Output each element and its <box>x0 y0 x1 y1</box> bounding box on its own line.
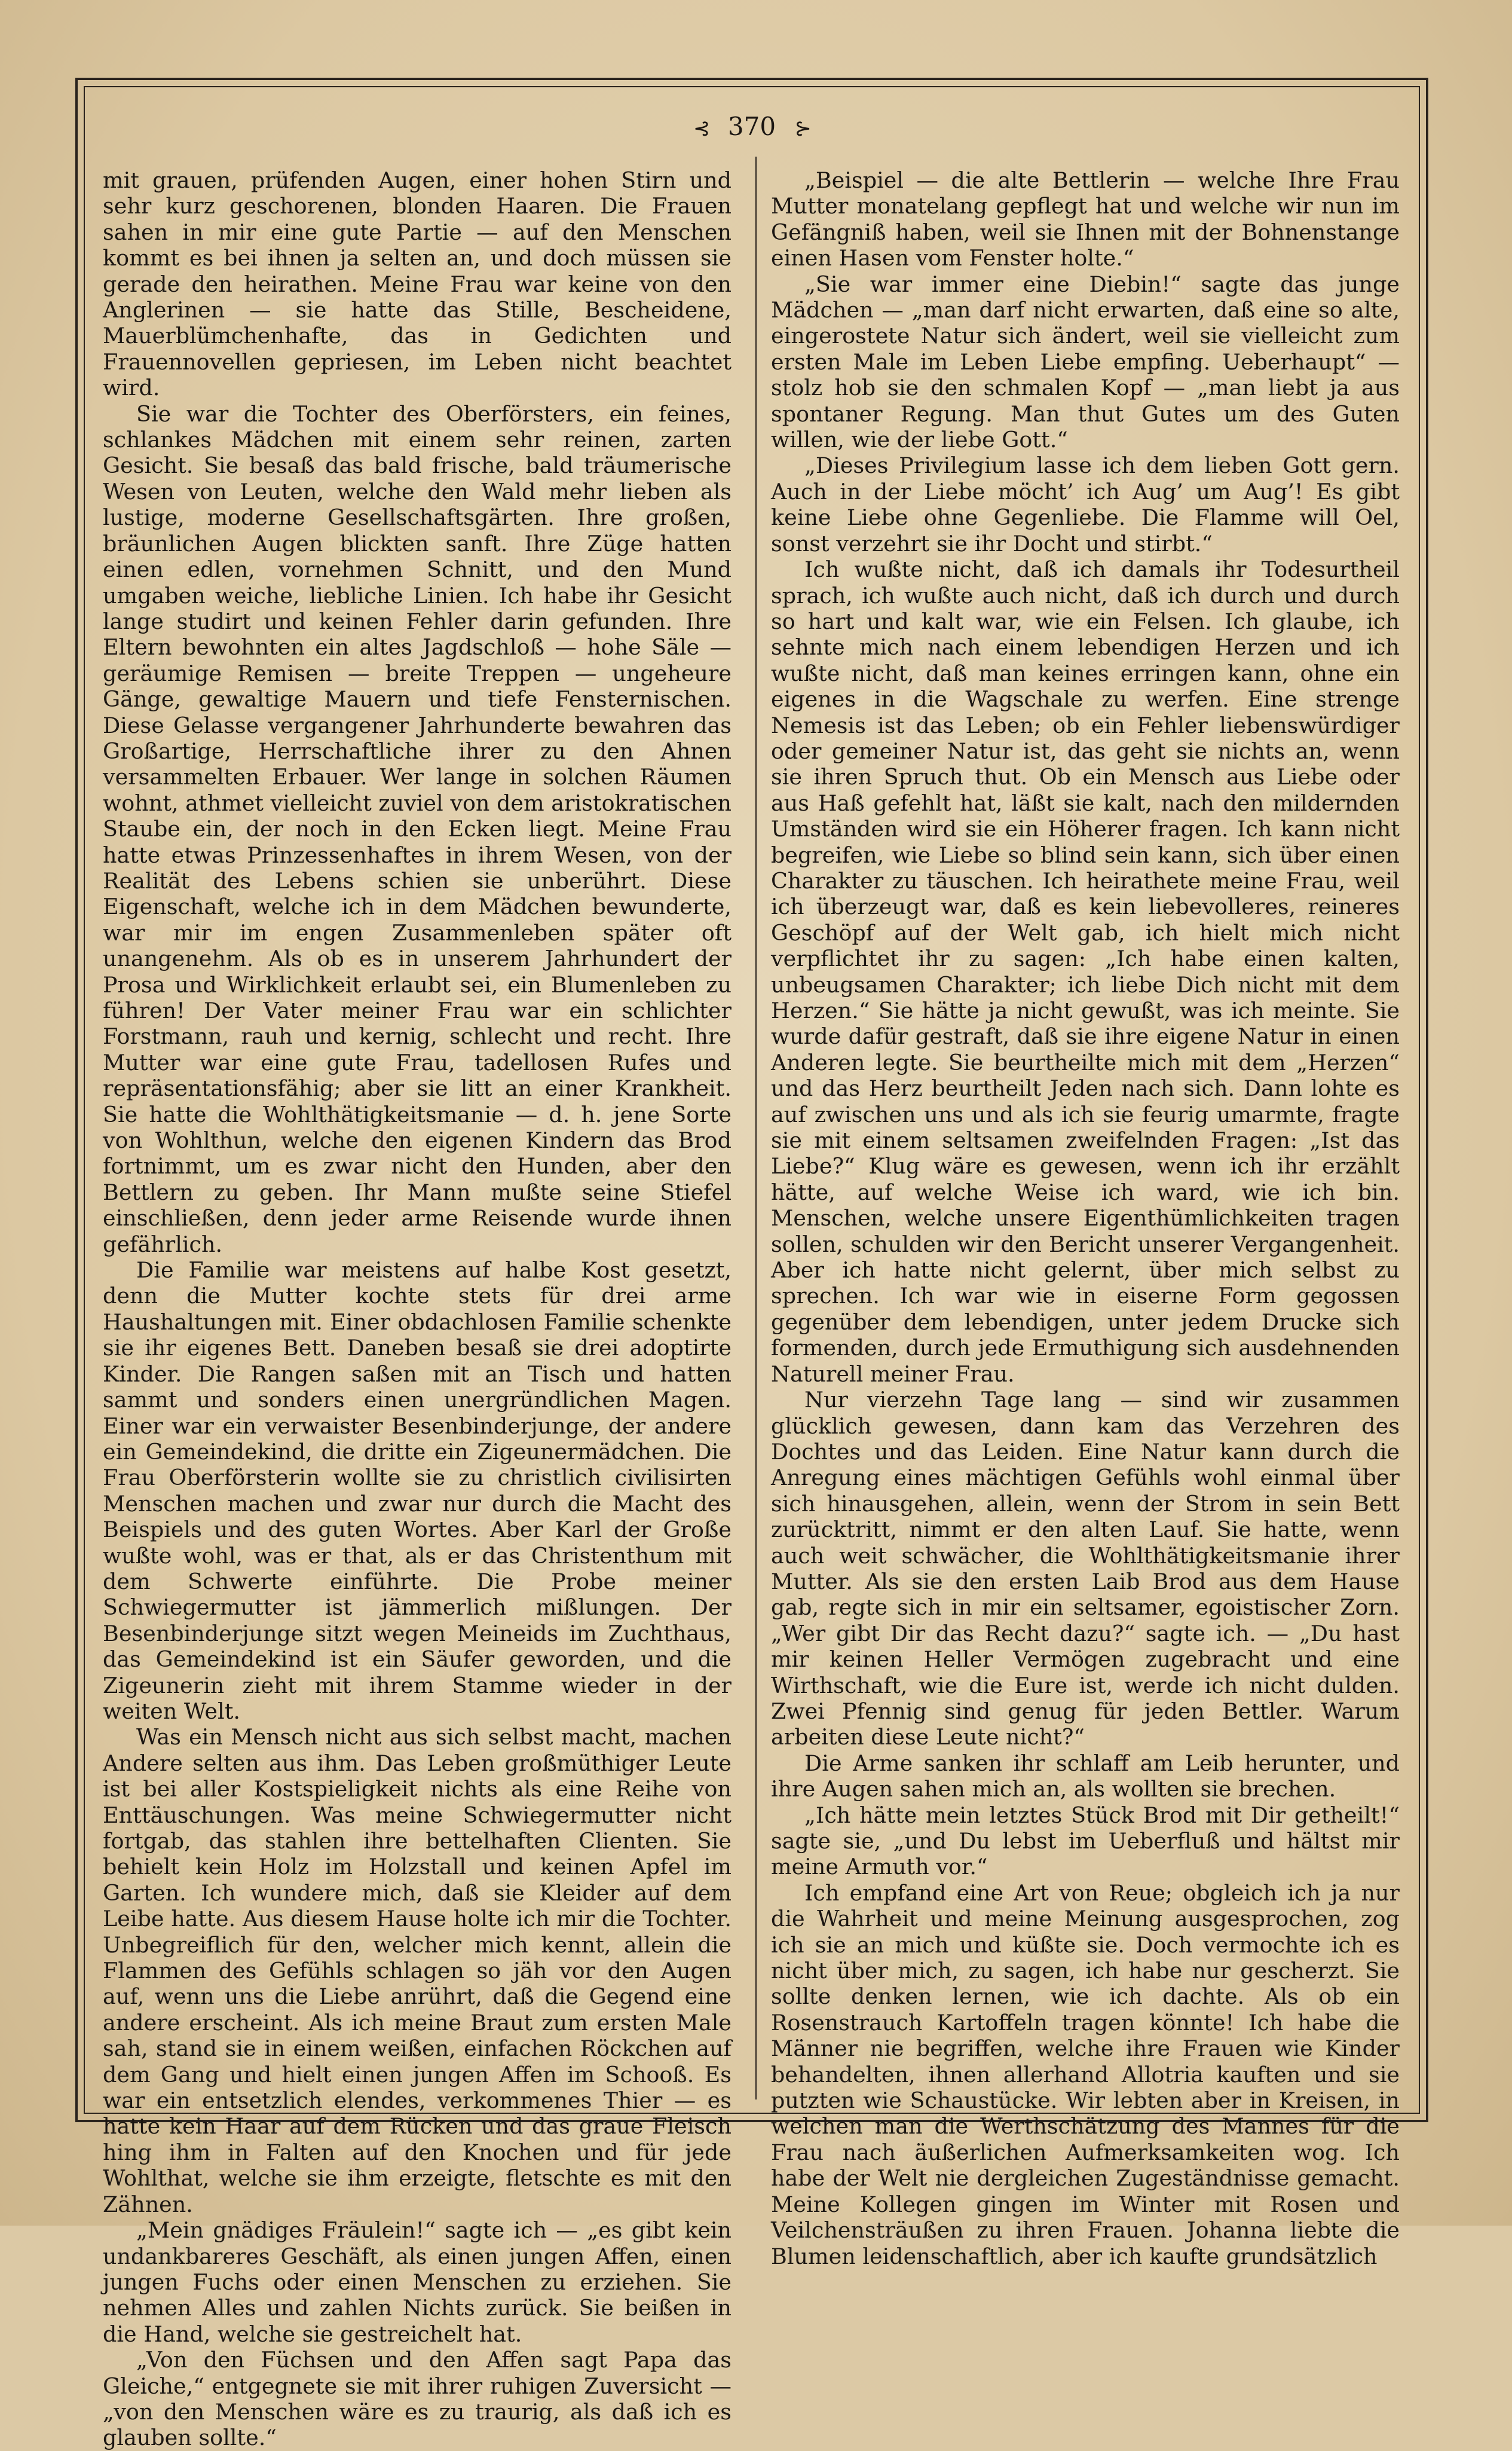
paragraph: „Sie war immer eine Diebin!“ sagte das junge Mädchen — „man darf nicht erwarten, daß eine so alte, eingerostete Natur sich ändert, weil sie vielleicht zum ersten Male im Leben Liebe empfing. Ueberhaupt“ — stolz hob sie den schmalen Kopf — „man liebt ja aus spontaner Regung. Man thut Gutes um des Guten willen, wie der liebe Gott.“ <box>771 271 1400 453</box>
paragraph: „Dieses Privilegium lasse ich dem lieben Gott gern. Auch in der Liebe möcht’ ich Aug’ um Aug’! Es gibt keine Liebe ohne Gegenliebe. Die Flamme will Oel, sonst verzehrt sie ihr Docht und stirbt.“ <box>771 453 1400 557</box>
paragraph: Die Familie war meistens auf halbe Kost gesetzt, denn die Mutter kochte stets für drei arme Haushaltungen mit. Einer obdachlosen Familie schenkte sie ihr eigenes Bett. Daneben besaß sie drei adoptirte Kinder. Die Rangen saßen mit an Tisch und hatten sammt und sonders einen unergründlichen Magen. Einer war ein verwaister Besenbinderjunge, der andere ein Gemeindekind, die dritte ein Zigeunermädchen. Die Frau Oberförsterin wollte sie zu christlich civilisirten Menschen machen und zwar nur durch die Macht des Beispiels und des guten Wortes. Aber Karl der Große wußte wohl, was er that, als er das Christenthum mit dem Schwerte einführte. Die Probe meiner Schwiegermutter ist jämmerlich mißlungen. Der Besenbinderjunge sitzt wegen Meineids im Zuchthaus, das Gemeindekind ist ein Säufer geworden, und die Zigeunerin zieht mit ihrem Stamme wieder in der weiten Welt. <box>103 1257 731 1724</box>
paragraph: „Ich hätte mein letztes Stück Brod mit Dir getheilt!“ sagte sie, „und Du lebst im Ueberfluß und hältst mir meine Armuth vor.“ <box>771 1802 1400 1880</box>
header-ornament-right: ⊱ <box>794 117 810 140</box>
paragraph: Nur vierzehn Tage lang — sind wir zusammen glücklich gewesen, dann kam das Verzehren des Dochtes und das Leiden. Eine Natur kann durch die Anregung eines mächtigen Gefühls wohl einmal über sich hinausgehen, allein, wenn der Strom in sein Bett zurücktritt, nimmt er den alten Lauf. Sie hatte, wenn auch weit schwächer, die Wohlthätigkeitsmanie ihrer Mutter. Als sie den ersten Laib Brod aus dem Hause gab, regte sich in mir ein seltsamer, egoistischer Zorn. „Wer gibt Dir das Recht dazu?“ sagte ich. — „Du hast mir keinen Heller Vermögen zugebracht und eine Wirthschaft, wie die Eure ist, werde ich nicht dulden. Zwei Pfennig sind genug für jeden Bettler. Warum arbeiten diese Leute nicht?“ <box>771 1387 1400 1750</box>
paragraph: Sie war die Tochter des Oberförsters, ein feines, schlankes Mädchen mit einem sehr reinen, zarten Gesicht. Sie besaß das bald frische, bald träumerische Wesen von Leuten, welche den Wald mehr lieben als lustige, moderne Gesellschaftsgärten. Ihre großen, bräunlichen Augen blickten sanft. Ihre Züge hatten einen edlen, vornehmen Schnitt, und den Mund umgaben weiche, liebliche Linien. Ich habe ihr Gesicht lange studirt und keinen Fehler darin gefunden. Ihre Eltern bewohnten ein altes Jagdschloß — hohe Säle — geräumige Remisen — breite Treppen — ungeheure Gänge, gewaltige Mauern und tiefe Fensternischen. Diese Gelasse vergangener Jahrhunderte bewahren das Großartige, Herrschaftliche ihrer zu den Ahnen versammelten Erbauer. Wer lange in solchen Räumen wohnt, athmet vielleicht zuviel von dem aristokratischen Staube ein, der noch in den Ecken liegt. Meine Frau hatte etwas Prinzessenhaftes in ihrem Wesen, von der Realität des Lebens schien sie unberührt. Diese Eigenschaft, welche ich in dem Mädchen bewunderte, war mir im engen Zusammenleben später oft unangenehm. Als ob es in unserem Jahrhundert der Prosa und Wirklichkeit erlaubt sei, ein Blumenleben zu führen! Der Vater meiner Frau war ein schlichter Forstmann, rauh und kernig, schlecht und recht. Ihre Mutter war eine gute Frau, tadellosen Rufes und repräsentationsfähig; aber sie litt an einer Krankheit. Sie hatte die Wohlthätigkeitsmanie — d. h. jene Sorte von Wohlthun, welche den eigenen Kindern das Brod fortnimmt, um es zwar nicht den Hunden, aber den Bettlern zu geben. Ihr Mann mußte seine Stiefel einschließen, denn jeder arme Reisende wurde ihnen gefährlich. <box>103 401 731 1257</box>
column-divider <box>755 157 757 2099</box>
left-column <box>103 167 731 2451</box>
paragraph: „Mein gnädiges Fräulein!“ sagte ich — „es gibt kein undankbareres Geschäft, als einen jungen Affen, einen jungen Fuchs oder einen Menschen zu erziehen. Sie nehmen Alles und zahlen Nichts zurück. Sie beißen in die Hand, welche sie gestreichelt hat. <box>103 2217 731 2347</box>
paragraph: „Von den Füchsen und den Affen sagt Papa das Gleiche,“ entgegnete sie mit ihrer ruhigen Zuversicht — „von den Menschen wäre es zu traurig, als daß ich es glauben sollte.“ <box>103 2347 731 2451</box>
paragraph: mit grauen, prüfenden Augen, einer hohen Stirn und sehr kurz geschorenen, blonden Haaren. Die Frauen sahen in mir eine gute Partie — auf den Menschen kommt es bei ihnen ja selten an, und doch müssen sie gerade den heirathen. Meine Frau war keine von den Anglerinen — sie hatte das Stille, Bescheidene, Mauerblümchenhafte, das in Gedichten und Frauennovellen gepriesen, im Leben nicht beachtet wird. <box>103 167 731 401</box>
paragraph: Was ein Mensch nicht aus sich selbst macht, machen Andere selten aus ihm. Das Leben großmüthiger Leute ist bei aller Kostspieligkeit nichts als eine Reihe von Enttäuschungen. Was meine Schwiegermutter nicht fortgab, das stahlen ihre bettelhaften Clienten. Sie behielt kein Holz im Holzstall und keinen Apfel im Garten. Ich wundere mich, daß sie Kleider auf dem Leibe hatte. Aus diesem Hause holte ich mir die Tochter. Unbegreiflich für den, welcher mich kennt, allein die Flammen des Gefühls schlagen so jäh vor den Augen auf, wenn uns die Liebe anrührt, daß die Gegend eine andere erscheint. Als ich meine Braut zum ersten Male sah, stand sie in einem weißen, einfachen Röckchen auf dem Gang und hielt einen jungen Affen im Schooß. Es war ein entsetzlich elendes, verkommenes Thier — es hatte kein Haar auf dem Rücken und das graue Fleisch hing ihm in Falten auf den Knochen und für jede Wohlthat, welche sie ihm erzeigte, fletschte es mit den Zähnen. <box>103 1724 731 2217</box>
page-header <box>84 103 1420 151</box>
paragraph: Die Arme sanken ihr schlaff am Leib herunter, und ihre Augen sahen mich an, als wollten sie brechen. <box>771 1750 1400 1802</box>
page-number: 370 <box>727 112 776 141</box>
header-ornament-left: ⊰ <box>693 117 709 140</box>
paragraph: Ich empfand eine Art von Reue; obgleich ich ja nur die Wahrheit und meine Meinung ausgesprochen, zog ich sie an mich und küßte sie. Doch vermochte ich es nicht über mich, zu sagen, ich habe nur gescherzt. Sie sollte denken lernen, wie ich dachte. Als ob ein Rosenstrauch Kartoffeln tragen könnte! Ich habe die Männer nie begriffen, welche ihre Frauen wie Kinder behandelten, ihnen allerhand Allotria kauften und sie putzten wie Schaustücke. Wir lebten aber in Kreisen, in welchen man die Werthschätzung des Mannes für die Frau nach äußerlichen Aufmerksamkeiten wog. Ich habe der Welt nie dergleichen Zugeständnisse gemacht. Meine Kollegen gingen im Winter mit Rosen und Veilchensträußen zu ihren Frauen. Johanna liebte die Blumen leidenschaftlich, aber ich kaufte grundsätzlich <box>771 1879 1400 2269</box>
right-column <box>771 167 1400 2269</box>
paragraph: „Beispiel — die alte Bettlerin — welche Ihre Frau Mutter monatelang gepflegt hat und welche wir nun im Gefängniß haben, weil sie Ihnen mit der Bohnenstange einen Hasen vom Fenster holte.“ <box>771 167 1400 271</box>
paragraph: Ich wußte nicht, daß ich damals ihr Todesurtheil sprach, ich wußte auch nicht, daß ich durch und durch so hart und kalt war, wie ein Felsen. Ich glaube, ich sehnte mich nach einem lebendigen Herzen und ich wußte nicht, daß man keines erringen kann, ohne ein eigenes in die Wagschale zu werfen. Eine strenge Nemesis ist das Leben; ob ein Fehler liebenswürdiger oder gemeiner Natur ist, das geht sie nichts an, wenn sie ihren Spruch thut. Ob ein Mensch aus Liebe oder aus Haß gefehlt hat, läßt sie kalt, nach den mildernden Umständen wird sie ein Höherer fragen. Ich kann nicht begreifen, wie Liebe so blind sein kann, sich über einen Charakter zu täuschen. Ich heirathete meine Frau, weil ich überzeugt war, daß es kein liebevolleres, reineres Geschöpf auf der Welt gab, ich hielt mich nicht verpflichtet ihr zu sagen: „Ich habe einen kalten, unbeugsamen Charakter; ich liebe Dich nicht mit dem Herzen.“ Sie hätte ja nicht gewußt, was ich meinte. Sie wurde dafür gestraft, daß sie ihre eigene Natur in einen Anderen legte. Sie beurtheilte mich mit dem „Herzen“ und das Herz beurtheilt Jeden nach sich. Dann lohte es auf zwischen uns und als ich sie feurig umarmte, fragte sie mit einem seltsamen zweifelnden Fragen: „Ist das Liebe?“ Klug wäre es gewesen, wenn ich ihr erzählt hätte, auf welche Weise ich ward, wie ich bin. Menschen, welche unsere Eigenthümlichkeiten tragen sollen, schulden wir den Bericht unserer Vergangenheit. Aber ich hatte nicht gelernt, über mich selbst zu sprechen. Ich war wie in eiserne Form gegossen gegenüber dem lebendigen, unter jedem Drucke sich formenden, durch jede Ermuthigung sich ausdehnenden Naturell meiner Frau. <box>771 557 1400 1387</box>
